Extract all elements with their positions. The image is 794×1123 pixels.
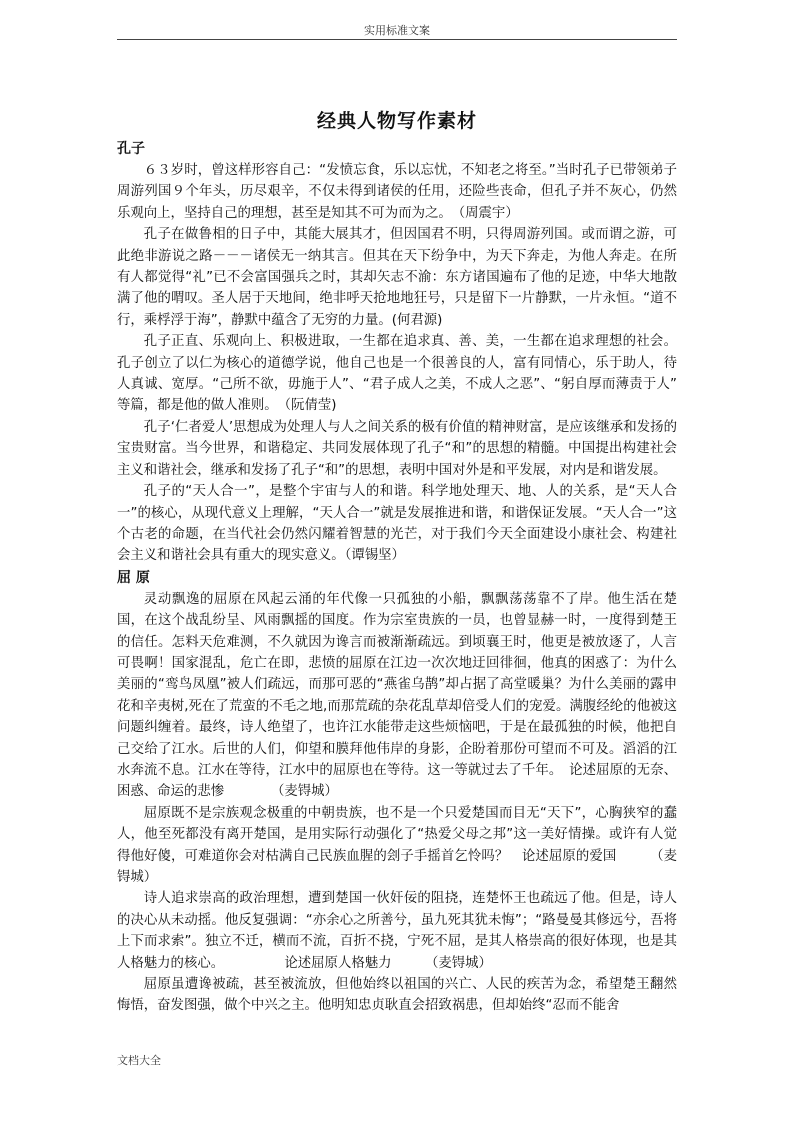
document-title: 经典人物写作素材 <box>316 110 477 132</box>
paragraph: 孔子正直、乐观向上、积极进取，一生都在追求真、善、美，一生都在追求理想的社会。孔子创立了以仁为核心的道德学说，他自己也是一个很善良的人，富有同情心，乐于助人，待人真诚、宽厚。“己所不欲，毋施于人”、“君子成人之美，不成人之恶”、“躬自厚而薄责于人” 等篇，都是他的做人准则。 （阮倩莹) <box>117 334 677 414</box>
page-footer: 文档大全 <box>117 1054 161 1067</box>
paragraph: 孔子‘仁者爱人’思想成为处理人与人之间关系的极有价值的精神财富，是应该继承和发扬的宝贵财富。当今世界，和谐稳定、共同发展体现了孔子“和”的思想的精髓。中国提出构建社会主义和谐社会，继承和发扬了孔子“和”的思想，表明中国对外是和平发展，对内是和谐发展。 <box>117 419 677 478</box>
paragraph: 屈原虽遭谗被疏，甚至被流放，但他始终以祖国的兴亡、人民的疾苦为念，希望楚王翻然悔悟，奋发图强，做个中兴之主。他明知忠贞耿直会招致祸患，但却始终“忍而不能舍 <box>117 977 677 1014</box>
header-divider <box>117 39 677 40</box>
paragraph: ６３岁时，曾这样形容自己：“发愤忘食，乐以忘忧，不知老之将至。”当时孔子已带领弟子周游列国９个年头，历尽艰辛，不仅未得到诸侯的任用，还险些丧命，但孔子并不灰心，仍然乐观向上，坚持自己的理想，甚至是知其不可为而为之。 （周震宇） <box>117 163 677 221</box>
page-header: 实用标准文案 <box>364 24 430 37</box>
paragraph: 诗人追求崇高的政治理想，遭到楚国一伙奸佞的阻挠，连楚怀王也疏远了他。但是，诗人的决心从未动摇。他反复强调：“亦余心之所善兮，虽九死其犹未悔”；“路曼曼其修远兮，吾将上下而求索”。独立不迁，横而不流，百折不挠，宁死不屈，是其人格崇高的很好体现，也是其人格魅力的核心。 论述屈原人格魅力 （麦锝城） <box>117 891 677 971</box>
paragraph: 孔子的“天人合一”，是整个宇宙与人的和谐。科学地处理天、地、人的关系，是“天人合一”的核心，从现代意义上理解，“天人合一”就是发展推进和谐，和谐保证发展。“天人合一”这个古老的命题，在当代社会仍然闪耀着智慧的光芒，对于我们今天全面建设小康社会、构建社会主义和谐社会具有重大的现实意义。（谭锡坚） <box>117 484 677 564</box>
paragraph: 孔子在做鲁相的日子中，其能大展其才，但因国君不明，只得周游列国。或而谓之游，可此绝非游说之路－－－诸侯无一纳其言。但其在天下纷争中，为天下奔走，为他人奔走。在所有人都觉得“礼”已不会富国强兵之时，其却矢志不渝：东方诸国遍布了他的足迹，中华大地散满了他的喟叹。圣人居于天地间，绝非呼天抢地地狂号，只是留下一片静默，一片永恒。“道不行，乘桴浮于海”，静默中蕴含了无穷的力量。(何君源) <box>117 227 677 328</box>
paragraph: 灵动飘逸的屈原在风起云涌的年代像一只孤独的小船，飘飘荡荡靠不了岸。他生活在楚国，在这个战乱纷呈、风雨飘摇的国度。作为宗室贵族的一员，也曾显赫一时，一度得到楚王的信任。怎料天危难测，不久就因为谗言而被渐渐疏远。到顷襄王时，他更是被放逐了，人言可畏啊！国家混乱，危亡在即，悲愤的屈原在江边一次次地迂回徘徊，他真的困惑了：为什么美丽的“鸾鸟凤凰”被人们疏远，而那可恶的“燕雀乌鹊”却占据了高堂暖巢？为什么美丽的露申花和辛夷树,死在了荒蛮的不毛之地,而那荒疏的杂花乱草却倍受人们的宠爱。满腹经纶的他被这问题纠缠着。最终，诗人绝望了，也许江水能带走这些烦恼吧，于是在最孤独的时候，他把自己交给了江水。后世的人们，仰望和膜拜他伟岸的身影，企盼着那份可望而不可及。滔滔的江水奔流不息。江水在等待，江水中的屈原也在等待。这一等就过去了千年。 论述屈原的无奈、困惑、命运的悲惨 （麦锝城） <box>117 591 677 800</box>
document-body <box>117 138 677 1017</box>
paragraph: 屈原既不是宗族观念极重的中朝贵族，也不是一个只爱楚国而目无“天下”，心胸狭窄的蠢人，他至死都没有离开楚国，是用实际行动强化了“热爱父母之邦”这一美好情操。或许有人觉得他好傻，可难道你会对枯满自己民族血腥的刽子手摇首乞怜吗？ 论述屈原的爱国 （麦锝城） <box>117 805 677 885</box>
section-heading-kongzi: 孔子 <box>117 141 145 157</box>
section-heading-quyuan: 屈 原 <box>117 569 150 586</box>
